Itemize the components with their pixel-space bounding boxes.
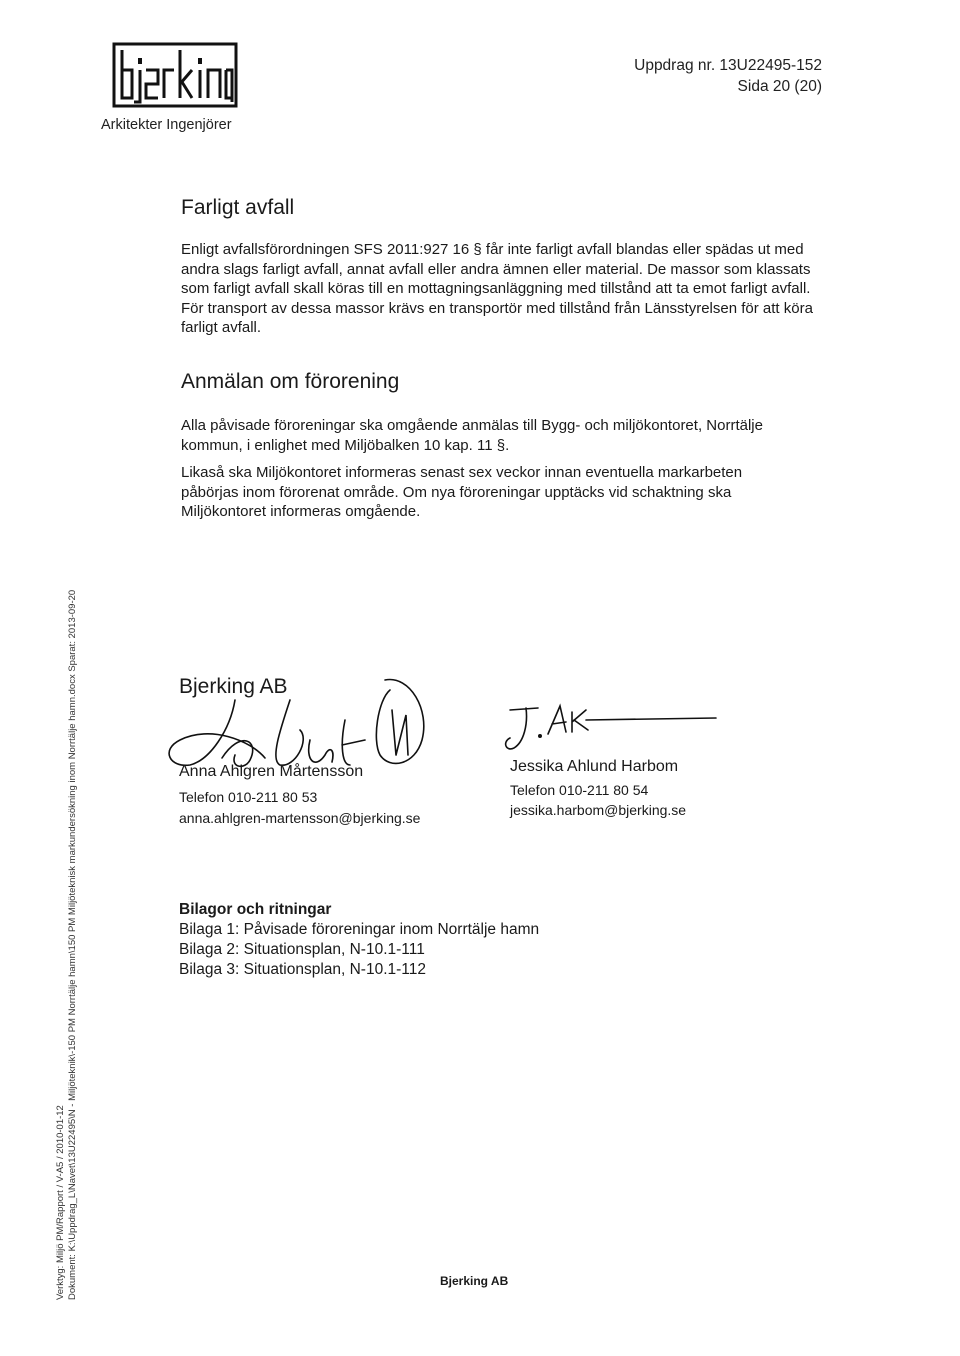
signer-name: Jessika Ahlund Harbom [510, 758, 679, 775]
attachment-item: Bilaga 3: Situationsplan, N-10.1-112 [179, 961, 427, 978]
signature-jessika-graphic [500, 692, 730, 752]
signature-company: Bjerking AB [179, 675, 288, 698]
attachment-item: Bilaga 1: Påvisade föroreningar inom Norrtälje hamn [179, 921, 540, 938]
signer-name: Anna Ahlgren Mårtensson [179, 763, 364, 780]
paragraph-pollution-report-2: Likaså ska Miljökontoret informeras senast sex veckor innan eventuella markarbeten påbörjas inom förorenat område. Om nya föroreningar upptäcks vid schaktning ska Miljökontoret informeras omgående. [181, 464, 743, 521]
paragraph-hazardous-waste: Enligt avfallsförordningen SFS 2011:927 16 § får inte farligt avfall blandas eller spädas ut med andra slags farligt avfall, annat avfall eller andra ämnen eller material. De massor som klassats som farligt avfall skall köras till en mottagningsanläggning med tillstånd att ta emot farligt avfall. För transport av dessa massor krävs en transportör med tillstånd från Länsstyrelsen för att köra farligt avfall. [181, 241, 813, 337]
attachments-section [179, 900, 539, 980]
company-tagline: Arkitekter Ingenjörer [101, 117, 232, 133]
attachments-title: Bilagor och ritningar [179, 901, 332, 918]
bjerking-logo-graphic [110, 40, 240, 110]
assignment-number: Uppdrag nr. 13U22495-152 [634, 57, 822, 74]
margin-document-line: Dokument: K:\Uppdrag_L\Navet\13U22495\N - Miljöteknik\-150 PM Norrtälje hamn\150 PM Miljöteknisk markundersökning inom Norrtälje hamn.docx Sparat: 2013-09-20 [67, 589, 78, 1300]
signature-block-jessika [510, 758, 686, 820]
paragraph-pollution-report-1: Alla påvisade föroreningar ska omgående anmälas till Bygg- och miljökontoret, Norrtälje kommun, i enlighet med Miljöbalken 10 kap. 11 §. [181, 417, 763, 454]
attachment-item: Bilaga 2: Situationsplan, N-10.1-111 [179, 941, 425, 958]
signer-phone: Telefon 010-211 80 54 [510, 782, 649, 798]
heading-hazardous-waste: Farligt avfall [181, 196, 295, 219]
document-path-margin [55, 590, 79, 1300]
signer-email: jessika.harbom@bjerking.se [510, 802, 687, 818]
page-number: Sida 20 (20) [737, 78, 822, 95]
footer-company: Bjerking AB [440, 1274, 509, 1288]
heading-pollution-report: Anmälan om förorening [181, 370, 400, 393]
document-reference [634, 55, 822, 97]
signer-email: anna.ahlgren-martensson@bjerking.se [179, 810, 421, 826]
signature-block-anna [179, 763, 420, 829]
company-logo [110, 40, 240, 110]
signer-phone: Telefon 010-211 80 53 [179, 789, 318, 805]
margin-tool-line: Verktyg: Miljö PM/Rapport / V-A5 / 2010-01-12 [55, 1105, 66, 1300]
